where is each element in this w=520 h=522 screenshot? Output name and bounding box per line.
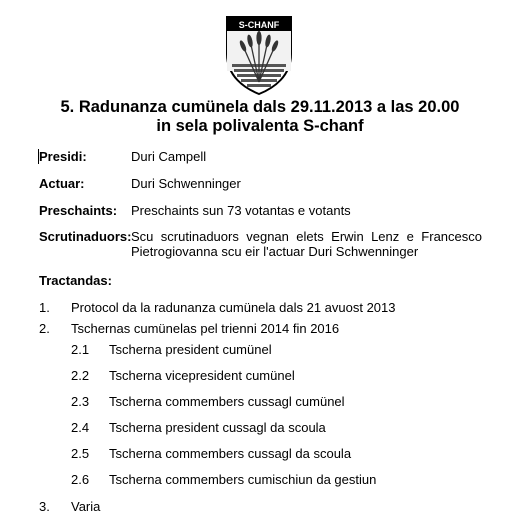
logo-text: S-CHANF [238, 20, 280, 30]
agenda-subitem-number: 2.3 [71, 394, 90, 409]
actuar-label: Actuar: [39, 176, 85, 191]
agenda-subitem-text: Tscherna commembers cussagl cumünel [109, 394, 345, 409]
agenda-subitem-number: 2.6 [71, 472, 90, 487]
agenda-item-text: Protocol da la radunanza cumünela dals 21 avuost 2013 [71, 300, 396, 315]
agenda-subitem-text: Tscherna president cussagl da scoula [109, 420, 326, 435]
preschaints-value: Preschaints sun 73 votantas e votants [131, 203, 351, 218]
agenda-subitem-number: 2.5 [71, 446, 90, 461]
agenda-subitem-number: 2.1 [71, 342, 90, 357]
presidi-label: Presidi: [39, 149, 87, 164]
agenda-heading: Tractandas: [39, 273, 112, 288]
agenda-item-text: Varia [71, 499, 101, 514]
agenda-subitem-text: Tscherna vicepresident cumünel [109, 368, 295, 383]
scrutinaduors-label: Scrutinaduors: [39, 229, 132, 244]
document-title: 5. Radunanza cumünela dals 29.11.2013 a las 20.00 [60, 98, 460, 116]
agenda-item-text: Tschernas cumünelas pel trienni 2014 fin 2016 [71, 321, 340, 336]
agenda-subitem-text: Tscherna commembers cumischiun da gestiun [109, 472, 377, 487]
presidi-value: Duri Campell [131, 149, 207, 164]
agenda-item-number: 1. [39, 300, 50, 315]
preschaints-label: Preschaints: [39, 203, 118, 218]
agenda-item-number: 3. [39, 499, 50, 514]
agenda-subitem-text: Tscherna commembers cussagl da scoula [109, 446, 352, 461]
agenda-subitem-number: 2.4 [71, 420, 90, 435]
agenda-subitem-text: Tscherna president cumünel [109, 342, 272, 357]
actuar-value: Duri Schwenninger [131, 176, 241, 191]
document-subtitle: in sela polivalenta S-chanf [156, 117, 364, 135]
agenda-subitem-number: 2.2 [71, 368, 90, 383]
agenda-item-number: 2. [39, 321, 50, 336]
coat-of-arms-logo [224, 14, 294, 96]
scrutinaduors-value: Scu scrutinaduors vegnan elets Erwin Lenz e Francesco Pietrogiovanna scu eir l'actuar Duri Schwenninger [131, 229, 482, 259]
